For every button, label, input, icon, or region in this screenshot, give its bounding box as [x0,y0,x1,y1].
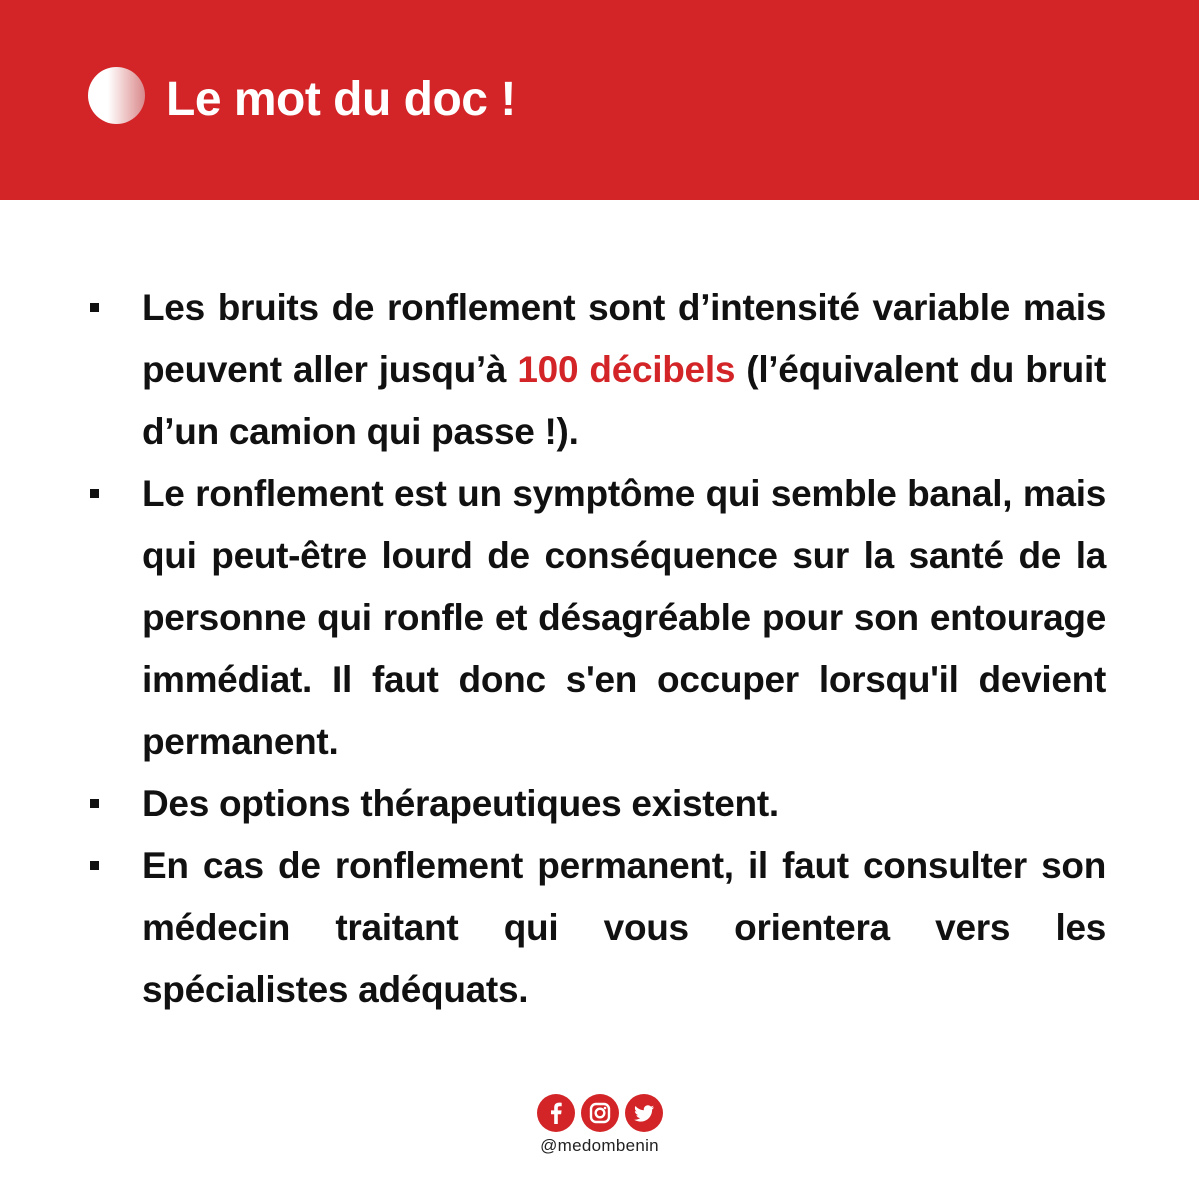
square-bullet-icon [90,303,99,312]
square-bullet-icon [90,799,99,808]
square-bullet-icon [90,489,99,498]
page-title: Le mot du doc ! [166,73,516,126]
bullet-text: Des options thérapeutiques existent. [142,783,779,824]
square-bullet-icon [90,861,99,870]
twitter-icon[interactable] [625,1094,663,1132]
bullet-text: Le ronflement est un symptôme qui semble banal, mais qui peut-être lourd de conséquence sur la santé de la personne qui ronfle et désagréable pour son entourage immédiat. Il faut donc s'en occuper lorsqu'il devient permanent. [142,473,1106,762]
circle-logo-icon [88,67,145,124]
list-item [0,773,1199,835]
social-icons [0,1094,1199,1132]
header-banner [0,0,1199,200]
footer [0,1094,1199,1156]
facebook-icon[interactable] [537,1094,575,1132]
list-item [0,277,1199,463]
bullet-text-part: (l’équivalent du bruit d’un camion qui passe !). [142,349,1106,452]
social-handle: @medombenin [540,1136,659,1155]
highlight-text: 100 décibels [517,349,736,390]
bullet-text [142,277,1106,463]
bullet-text: En cas de ronflement permanent, il faut consulter son médecin traitant qui vous orientera vers les spécialistes adéquats. [142,845,1106,1010]
list-item [0,835,1199,1021]
list-item [0,463,1199,773]
bullet-text-part: Les bruits de ronflement sont d’intensité variable mais peuvent aller jusqu’à [142,287,1106,390]
instagram-icon[interactable] [581,1094,619,1132]
bullet-list [0,277,1199,1021]
